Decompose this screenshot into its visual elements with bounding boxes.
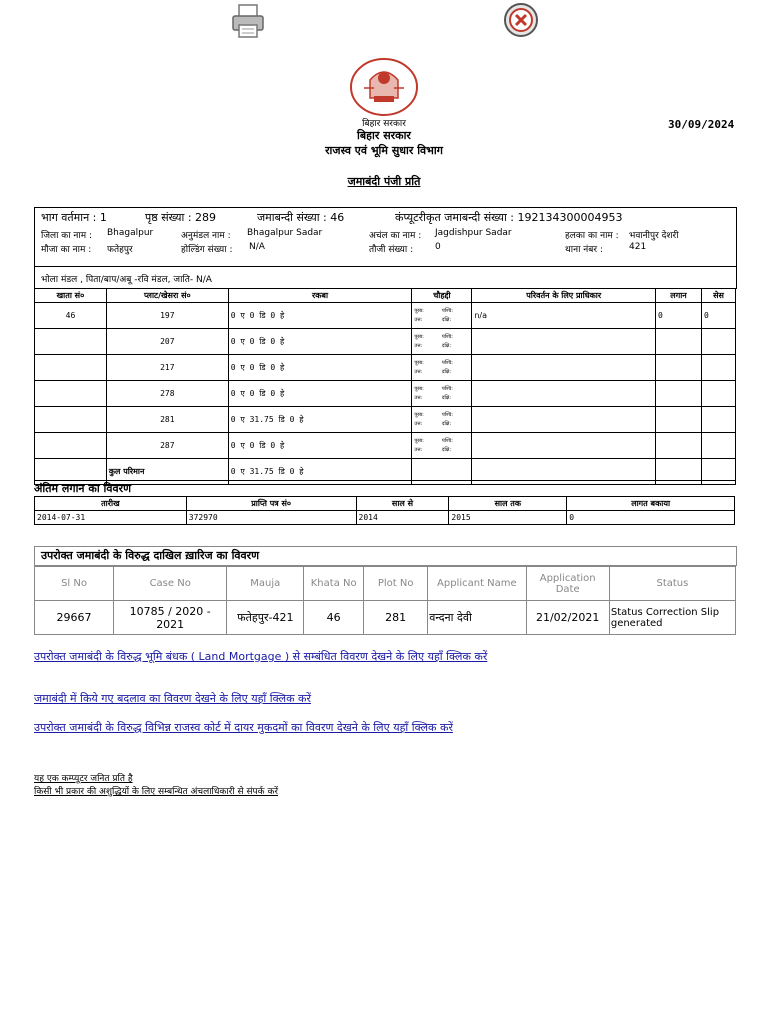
authority-cell <box>472 381 656 407</box>
chauhaddi-cell <box>412 303 472 329</box>
lagan-cell: 0 <box>656 303 702 329</box>
plot-row <box>35 303 736 329</box>
dept-name: राजस्व एवं भूमि सुधार विभाग <box>325 144 443 157</box>
lagan-header-date: तारीख <box>35 497 187 511</box>
computer-jamabandi: कंप्यूटरीकृत जमाबन्दी संख्या : 192134300004953 <box>395 211 623 224</box>
halka-label: हलका का नाम : <box>565 231 619 241</box>
plot-cell: 217 <box>106 355 228 381</box>
bihar-emblem <box>350 58 418 116</box>
authority-cell <box>472 355 656 381</box>
lagan-header-receipt: प्राप्ति पत्र सं० <box>186 497 356 511</box>
chauhaddi-directions <box>414 385 469 403</box>
tauzi-value: 0 <box>435 242 441 252</box>
owner-line: भोला मंडल , पिता/बाप/अबू -रवि मंडल, जाति- N/A <box>41 275 212 285</box>
header-authority: परिवर्तन के लिए प्राधिकार <box>472 289 656 303</box>
footer-line1: यह एक कम्प्यूटर जनित प्रति है <box>34 774 133 784</box>
lagan-section <box>34 480 735 525</box>
lagan-from: 2014 <box>356 511 449 525</box>
lagan-to: 2015 <box>449 511 567 525</box>
gov-name: बिहार सरकार <box>357 129 411 142</box>
mut-slno: 29667 <box>35 601 114 635</box>
holding-value: N/A <box>249 242 265 252</box>
direction-label: पश्चि: <box>441 437 453 444</box>
rakba-value: 0 ए 0 डि 0 हे <box>230 389 285 398</box>
chauhaddi-directions <box>414 307 469 325</box>
mutation-table <box>34 566 736 635</box>
direction-label: उत्त: <box>414 446 423 453</box>
lagan-cell <box>656 355 702 381</box>
close-x-icon <box>503 2 539 38</box>
print-date: 30/09/2024 <box>668 118 735 131</box>
lagan-receipt: 372970 <box>186 511 356 525</box>
lagan-header-to: साल तक <box>449 497 567 511</box>
mut-plot: 281 <box>364 601 428 635</box>
header-ses: सेस <box>701 289 735 303</box>
chauhaddi-directions <box>414 411 469 429</box>
total-label: कुल परिमान <box>106 459 228 485</box>
plot-row <box>35 381 736 407</box>
district-label: जिला का नाम : <box>41 231 93 241</box>
direction-label: पूरब: <box>414 307 424 314</box>
mut-h-khata: Khata No <box>304 567 364 601</box>
direction-label: दक्षि: <box>441 368 452 375</box>
header-plot: प्लाट/खेसरा सं० <box>106 289 228 303</box>
header-rakba: रकबा <box>228 289 412 303</box>
khata-cell <box>35 355 107 381</box>
khata-cell <box>35 407 107 433</box>
lagan-title: अंतिम लगान का विवरण <box>34 480 735 496</box>
rakba-cell <box>228 381 412 407</box>
chauhaddi-cell <box>412 433 472 459</box>
ses-cell <box>701 355 735 381</box>
authority-cell: n/a <box>472 303 656 329</box>
plot-row <box>35 329 736 355</box>
mauja-value: फतेहपुर <box>107 245 133 255</box>
direction-label: दक्षि: <box>441 342 452 349</box>
plot-row <box>35 407 736 433</box>
holding-label: होल्डिंग संख्या : <box>181 245 233 255</box>
lagan-row <box>35 511 735 525</box>
direction-label: पूरब: <box>414 385 424 392</box>
chauhaddi-cell <box>412 329 472 355</box>
direction-label: दक्षि: <box>441 446 452 453</box>
lagan-due: 0 <box>567 511 735 525</box>
chauhaddi-cell <box>412 355 472 381</box>
mut-case: 10785 / 2020 - 2021 <box>114 601 227 635</box>
direction-label: पूरब: <box>414 333 424 340</box>
emblem-caption: बिहार सरकार <box>362 119 406 129</box>
plot-row <box>35 355 736 381</box>
mut-h-mauja: Mauja <box>227 567 304 601</box>
printer-icon <box>230 2 266 40</box>
direction-label: दक्षि: <box>441 394 452 401</box>
plot-cell: 207 <box>106 329 228 355</box>
lagan-header-due: लागत बकाया <box>567 497 735 511</box>
mut-h-applicant: Applicant Name <box>428 567 526 601</box>
rakba-value: 0 ए 0 डि 0 हे <box>230 363 285 372</box>
lagan-cell <box>656 381 702 407</box>
rakba-cell <box>228 433 412 459</box>
rakba-value: 0 ए 31.75 डि 0 हे <box>230 467 304 476</box>
mut-h-status: Status <box>609 567 735 601</box>
direction-label: उत्त: <box>414 316 423 323</box>
direction-label: पूरब: <box>414 359 424 366</box>
rakba-cell <box>228 355 412 381</box>
authority-cell <box>472 329 656 355</box>
direction-label: पश्चि: <box>441 333 453 340</box>
rakba-value: 0 ए 31.75 डि 0 हे <box>230 415 304 424</box>
direction-label: पूरब: <box>414 437 424 444</box>
lagan-cell <box>656 433 702 459</box>
mutation-title: उपरोक्त जमाबंदी के विरुद्ध दाखिल ख़ारिज का विवरण <box>34 546 737 566</box>
plot-table-header <box>35 289 736 303</box>
lagan-cell <box>656 407 702 433</box>
bhag-label: भाग वर्तमान : 1 <box>41 211 107 224</box>
tauzi-label: तौजी संख्या : <box>369 245 414 255</box>
ses-cell <box>701 329 735 355</box>
rakba-cell <box>228 303 412 329</box>
mut-applicant: वन्दना देवी <box>428 601 526 635</box>
mut-status: Status Correction Slip generated <box>609 601 735 635</box>
direction-label: पश्चि: <box>441 385 453 392</box>
district-value: Bhagalpur <box>107 228 154 238</box>
ses-cell <box>701 407 735 433</box>
direction-label: दक्षि: <box>441 316 452 323</box>
halka-value: भवानीपुर देशरी <box>629 231 679 241</box>
circle-value: Jagdishpur Sadar <box>435 228 512 238</box>
direction-label: उत्त: <box>414 342 423 349</box>
jamabandi-label: जमाबन्दी संख्या : 46 <box>257 211 345 224</box>
lagan-header <box>35 497 735 511</box>
mutation-row <box>35 601 736 635</box>
plot-table <box>34 288 736 485</box>
rakba-value: 0 ए 0 डि 0 हे <box>230 441 285 450</box>
lagan-date: 2014-07-31 <box>35 511 187 525</box>
ses-cell <box>701 433 735 459</box>
ses-cell <box>701 381 735 407</box>
chauhaddi-cell <box>412 381 472 407</box>
chauhaddi-directions <box>414 359 469 377</box>
thana-label: थाना नंबर : <box>565 245 603 255</box>
plot-row <box>35 433 736 459</box>
direction-label: पश्चि: <box>441 411 453 418</box>
plot-cell: 278 <box>106 381 228 407</box>
close-button[interactable] <box>503 2 539 38</box>
changes-link[interactable]: जमाबंदी में किये गए बदलाव का विवरण देखने के लिए यहाँ क्लिक करें <box>34 692 311 705</box>
header-chauhaddi: चौहद्दी <box>412 289 472 303</box>
direction-label: उत्त: <box>414 368 423 375</box>
direction-label: उत्त: <box>414 420 423 427</box>
authority-cell <box>472 407 656 433</box>
chauhaddi-cell <box>412 407 472 433</box>
chauhaddi-directions <box>414 333 469 351</box>
direction-label: दक्षि: <box>441 420 452 427</box>
mut-mauja: फतेहपुर-421 <box>227 601 304 635</box>
mut-h-slno: Sl No <box>35 567 114 601</box>
mut-khata: 46 <box>304 601 364 635</box>
header-lagan: लगान <box>656 289 702 303</box>
khata-cell <box>35 381 107 407</box>
circle-label: अचंल का नाम : <box>369 231 422 241</box>
mut-date: 21/02/2021 <box>526 601 609 635</box>
rakba-value: 0 ए 0 डि 0 हे <box>230 337 285 346</box>
lagan-header-from: साल से <box>356 497 449 511</box>
mut-h-date: Application Date <box>526 567 609 601</box>
mut-h-case: Case No <box>114 567 227 601</box>
direction-label: पश्चि: <box>441 359 453 366</box>
direction-label: पूरब: <box>414 411 424 418</box>
mut-h-plot: Plot No <box>364 567 428 601</box>
khata-cell <box>35 329 107 355</box>
chauhaddi-directions <box>414 437 469 455</box>
subdiv-value: Bhagalpur Sadar <box>247 228 323 238</box>
page-label: पृष्ठ संख्या : 289 <box>145 211 217 224</box>
footer-line2: किसी भी प्रकार की अशुद्धियों के लिए सम्बन्धित अंचलाधिकारी से संपर्क करें <box>34 787 279 797</box>
lagan-cell <box>656 329 702 355</box>
header-khata: खाता सं० <box>35 289 107 303</box>
mauja-label: मौजा का नाम : <box>41 245 92 255</box>
court-link[interactable]: उपरोक्त जमाबंदी के विरुद्ध विभिन्न राजस्व कोर्ट में दायर मुकदमों का विवरण देखने के लिए यहाँ क्लिक करें <box>34 721 453 734</box>
khata-cell <box>35 433 107 459</box>
authority-cell <box>472 433 656 459</box>
doc-title: जमाबंदी पंजी प्रति <box>347 175 421 188</box>
plot-cell: 281 <box>106 407 228 433</box>
rakba-value: 0 ए 0 डि 0 हे <box>230 311 285 320</box>
rakba-cell <box>228 407 412 433</box>
subdiv-label: अनुमंडल नाम : <box>181 231 231 241</box>
info-box <box>34 207 737 289</box>
direction-label: पश्चि: <box>441 307 453 314</box>
lagan-table <box>34 496 735 525</box>
rakba-cell <box>228 329 412 355</box>
thana-value: 421 <box>629 242 647 252</box>
ses-cell: 0 <box>701 303 735 329</box>
mortgage-link[interactable]: उपरोक्त जमाबंदी के विरुद्ध भूमि बंधक ( Land Mortgage ) से सम्बंधित विवरण देखने के लिए यहाँ क्लिक करें <box>34 650 488 663</box>
mutation-header <box>35 567 736 601</box>
khata-cell: 46 <box>35 303 107 329</box>
direction-label: उत्त: <box>414 394 423 401</box>
plot-cell: 197 <box>106 303 228 329</box>
print-button[interactable] <box>230 2 266 40</box>
plot-cell: 287 <box>106 433 228 459</box>
